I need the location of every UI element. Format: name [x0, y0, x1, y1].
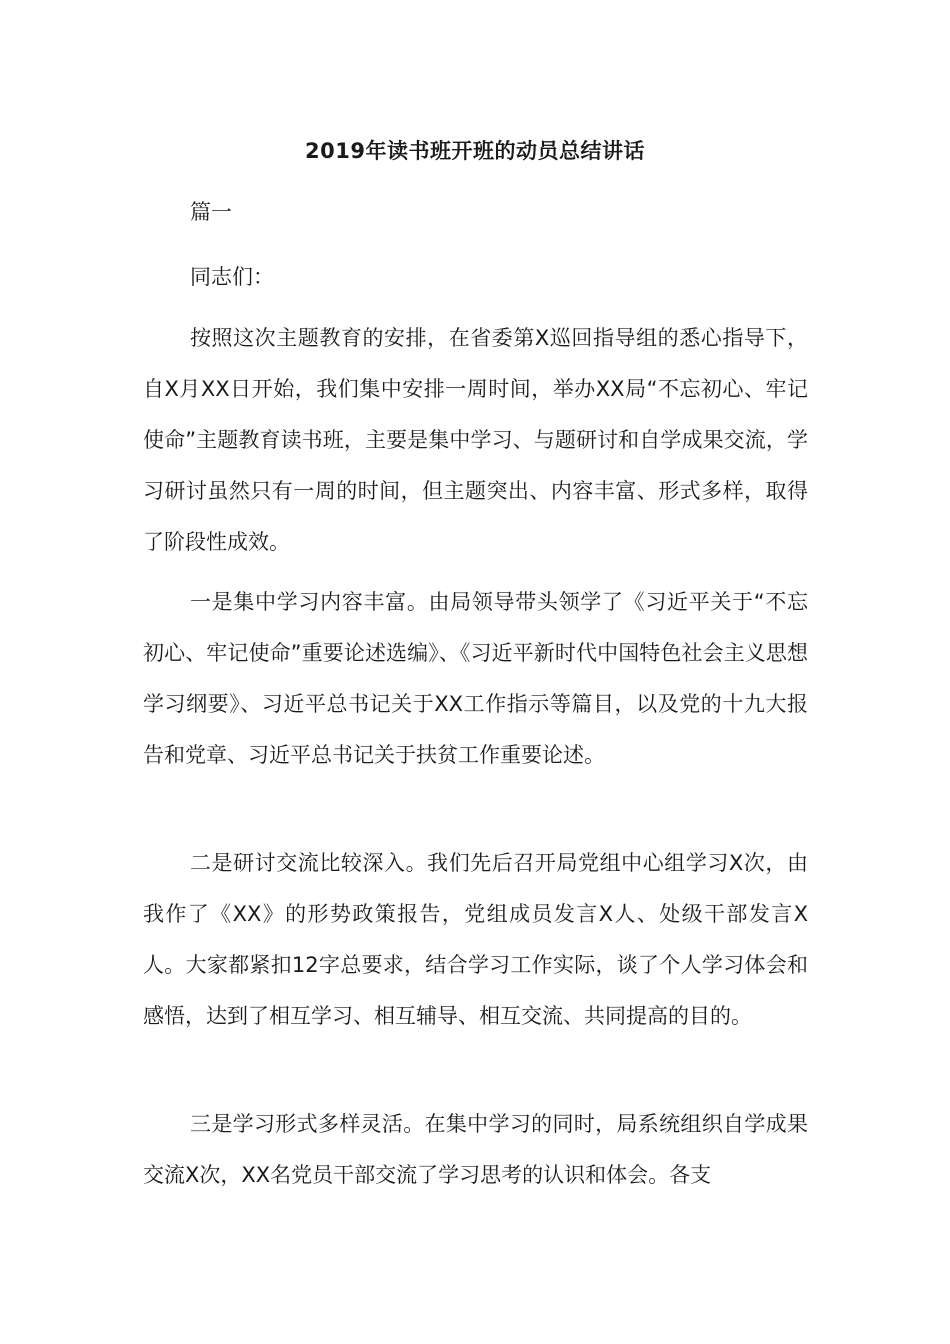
paragraph-point-one: 一是集中学习内容丰富。由局领导带头领学了《习近平关于“不忘初心、牢记使命”重要论述选编》、《习近平新时代中国特色社会主义思想学习纲要》、习近平总书记关于XX工作指示等篇目，以及党的十九大报告和党章、习近平总书记关于扶贫工作重要论述。	[143, 590, 808, 767]
paragraph-point-three: 三是学习形式多样灵活。在集中学习的同时，局系统组织自学成果交流X次，XX名党员干部交流了学习思考的认识和体会。各支	[143, 1112, 808, 1187]
paragraph-point-two: 二是研讨交流比较深入。我们先后召开局党组中心组学习X次，由我作了《XX》的形势政策报告，党组成员发言X人、处级干部发言X人。大家都紧扣12字总要求，结合学习工作实际，谈了个人学习体会和感悟，达到了相互学习、相互辅导、相互交流、共同提高的目的。	[143, 851, 808, 1028]
salutation: 同志们：	[190, 265, 274, 289]
paragraph-intro: 按照这次主题教育的安排，在省委第X巡回指导组的悉心指导下，自X月XX日开始，我们集中安排一周时间，举办XX局“不忘初心、牢记使命”主题教育读书班，主要是集中学习、与题研讨和自学成果交流，学习研讨虽然只有一周的时间，但主题突出、内容丰富、形式多样，取得了阶段性成效。	[143, 326, 808, 554]
section-label: 篇一	[190, 200, 232, 224]
document-title: 2019年读书班开班的动员总结讲话	[305, 139, 645, 163]
